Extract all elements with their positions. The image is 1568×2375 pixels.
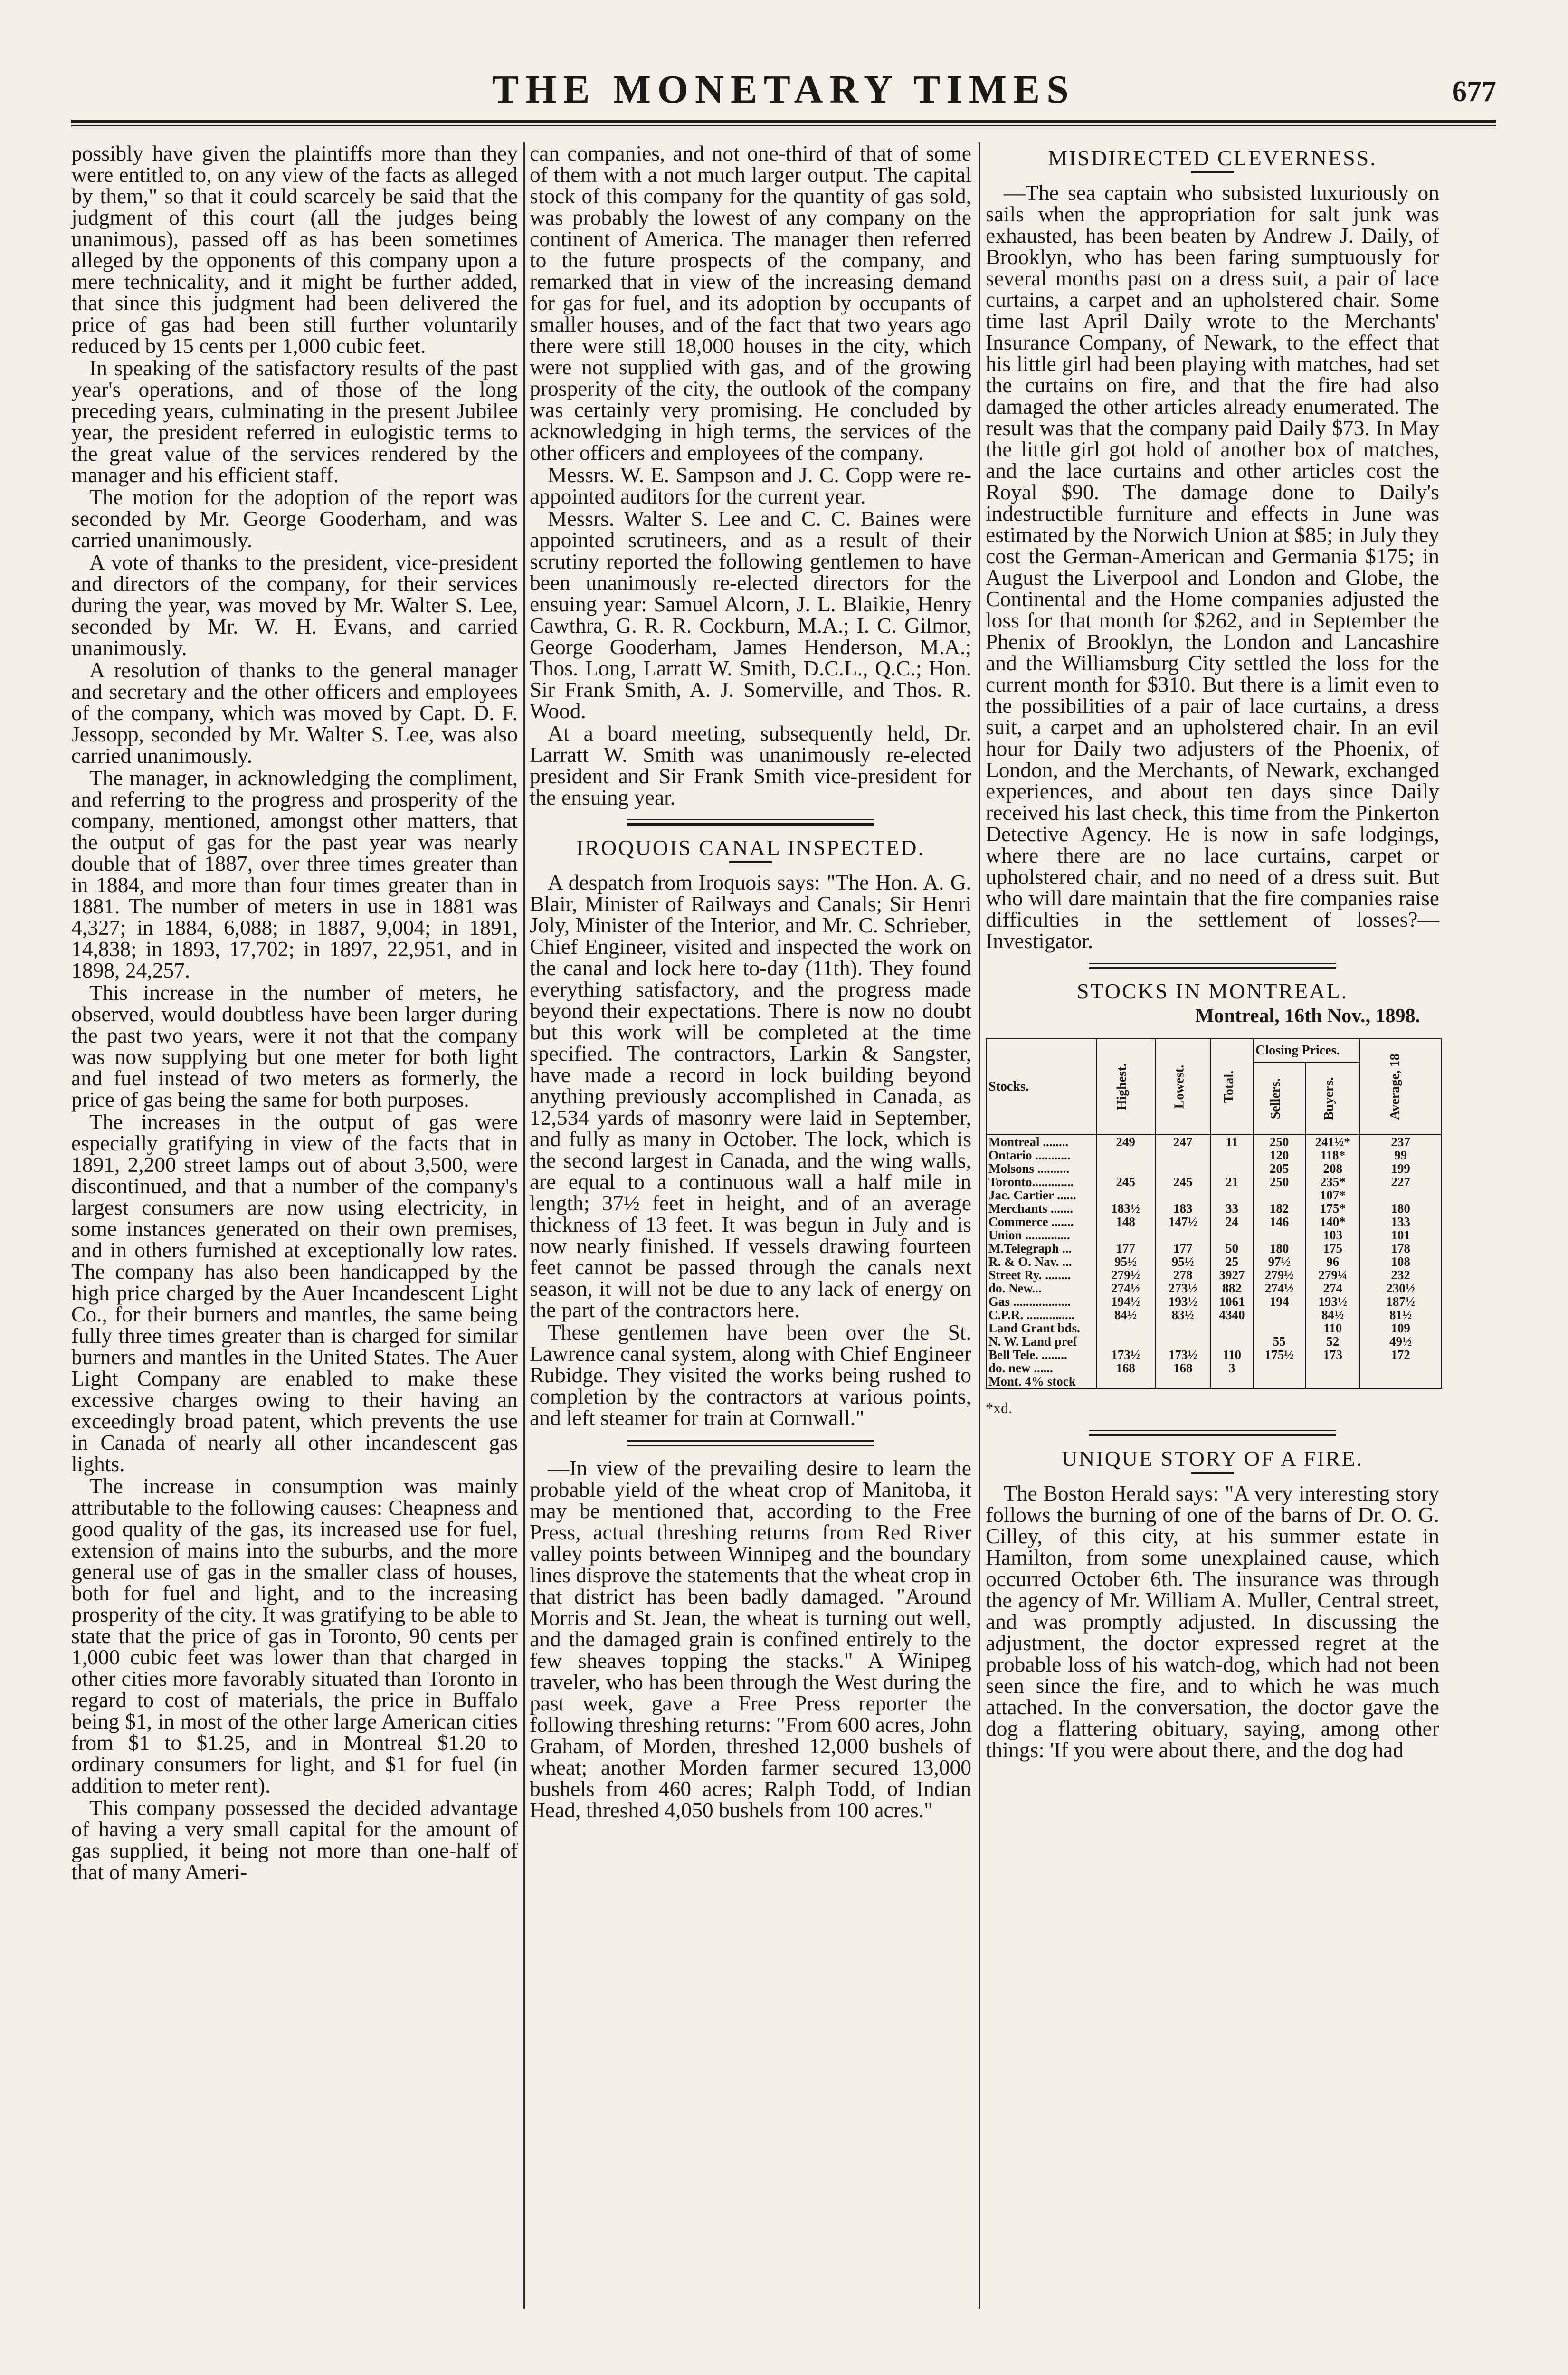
stock-name-cell: Toronto.............: [986, 1175, 1096, 1188]
col1-paragraph: The increases in the output of gas were especially gratifying in view of the facts that in 1891, 2,200 street lamps out of about 3,500, were discontinued, and that a number of the company's largest consumers are now using electricity, in some instances generated on their own premises, and in others furnished at exceptionally low rates. The company has also been handicapped by the high price charged by the Auer Incandescent Light Co., for their burners and mantles, the same being fully three times greater than is charged for similar burners and mantles in the United States. The Auer Light Company are enabled to make these excessive charges owing to their having an exceedingly broad patent, which prevents the use in Canada of nearly all other incandescent gas lights.: [71, 1110, 518, 1476]
stock-value-cell: 182: [1253, 1202, 1305, 1215]
stock-name-cell: Commerce .......: [986, 1215, 1096, 1228]
column-header-average: Average, 18: [1360, 1039, 1441, 1135]
stock-value-cell: 274: [1305, 1282, 1360, 1295]
article-separator: [1089, 963, 1336, 969]
stock-value-cell: 178: [1360, 1242, 1441, 1255]
col2-paragraph: Messrs. Walter S. Lee and C. C. Baines were appointed scrutineers, and as a result of their scrutiny reported the following gentlemen to have been unanimously re-elected directors for the ensuing year: Samuel Alcorn, J. L. Blaikie, Henry Cawthra, G. R. R. Cockburn, M.A.; I. C. Gilmor, George Gooderham, James Henderson, M.A.; Thos. Long, Larratt W. Smith, D.C.L., Q.C.; Hon. Sir Frank Smith, A. J. Somerville, and Thos. R. Wood.: [530, 506, 971, 723]
stocks-table: [986, 1038, 1442, 1389]
stock-value-cell: [1155, 1188, 1211, 1202]
stock-row: [986, 1162, 1441, 1175]
stock-value-cell: [1155, 1375, 1211, 1388]
stock-value-cell: 249: [1096, 1135, 1155, 1149]
col1-paragraph: possibly have given the plaintiffs more than they were entitled to, on any view of the facts as alleged by them," so that it could scarcely be said that the judgment of this court (all the judges being unanimous), passed off as has been sometimes alleged by the opponents of this company upon a mere technicality, and it might be further added, that since this judgment had been delivered the price of gas had been still further voluntarily reduced by 15 cents per 1,000 cubic feet.: [71, 141, 518, 358]
stock-value-cell: [1253, 1321, 1305, 1335]
stock-value-cell: 84½: [1305, 1308, 1360, 1321]
stock-name-cell: do. New...: [986, 1282, 1096, 1295]
stocks-footnote: *xd.: [986, 1399, 1012, 1416]
stocks-dateline: Montreal, 16th Nov., 1898.: [1195, 1005, 1420, 1027]
stock-value-cell: [1155, 1321, 1211, 1335]
article-separator: [627, 1440, 874, 1446]
stock-value-cell: 173: [1305, 1348, 1360, 1361]
col1-paragraph: A vote of thanks to the president, vice-president and directors of the company, for their services during the year, was moved by Mr. Walter S. Lee, seconded by Mr. W. H. Evans, and carried unanimously.: [71, 550, 518, 660]
stock-value-cell: 194½: [1096, 1295, 1155, 1308]
stock-value-cell: 193½: [1155, 1295, 1211, 1308]
column-1: [71, 142, 518, 1883]
stock-value-cell: 101: [1360, 1228, 1441, 1242]
stock-row: [986, 1149, 1441, 1162]
stock-value-cell: [1253, 1308, 1305, 1321]
stock-value-cell: 279½: [1253, 1268, 1305, 1282]
closing-prices-header: Closing Prices.: [1253, 1039, 1360, 1063]
stock-value-cell: 103: [1305, 1228, 1360, 1242]
stock-row: [986, 1202, 1441, 1215]
stock-value-cell: 21: [1211, 1175, 1253, 1188]
stock-value-cell: 193½: [1305, 1295, 1360, 1308]
col1-paragraph: The motion for the adoption of the report was seconded by Mr. George Gooderham, and was carried unanimously.: [71, 485, 518, 552]
stock-value-cell: 81½: [1360, 1308, 1441, 1321]
stock-value-cell: 245: [1155, 1175, 1211, 1188]
stock-value-cell: 279¼: [1305, 1268, 1360, 1282]
col1-paragraph: In speaking of the satisfactory results of the past year's operations, and of those of the long preceding years, culminating in the present Jubilee year, the president referred in eulogistic terms to the great value of the services rendered by the manager and his efficient staff.: [71, 356, 518, 487]
stock-value-cell: 274½: [1096, 1282, 1155, 1295]
unique-heading: UNIQUE STORY OF A FIRE.: [1061, 1446, 1364, 1471]
masthead-title: THE MONETARY TIMES: [492, 67, 1075, 112]
stock-value-cell: [1211, 1335, 1253, 1348]
column-header-total: Total.: [1211, 1039, 1253, 1135]
stock-value-cell: [1096, 1162, 1155, 1175]
stock-value-cell: 33: [1211, 1202, 1253, 1215]
stock-value-cell: 168: [1155, 1361, 1211, 1375]
page-number: 677: [1452, 76, 1496, 108]
stock-value-cell: 110: [1211, 1348, 1253, 1361]
stock-value-cell: 109: [1360, 1321, 1441, 1335]
iroquois-paragraph: These gentlemen have been over the St. Lawrence canal system, along with Chief Engineer Rubidge. They visited the works being rushed to completion by the contractors at various points, and left steamer for train at Cornwall.": [530, 1320, 971, 1430]
stock-row: [986, 1268, 1441, 1282]
stock-value-cell: [1096, 1321, 1155, 1335]
column-3: [986, 142, 1439, 1761]
stock-row: [986, 1348, 1441, 1361]
stock-value-cell: [1155, 1149, 1211, 1162]
stock-row: [986, 1242, 1441, 1255]
stock-value-cell: 274½: [1253, 1282, 1305, 1295]
col1-paragraph: This company possessed the decided advantage of having a very small capital for the amount of gas supplied, it being not more than one-half of that of many Ameri-: [71, 1796, 518, 1884]
stock-value-cell: [1211, 1228, 1253, 1242]
stock-value-cell: 241½*: [1305, 1135, 1360, 1149]
stock-value-cell: 235*: [1305, 1175, 1360, 1188]
article-separator: [1089, 1430, 1336, 1436]
stock-value-cell: [1155, 1335, 1211, 1348]
stock-value-cell: 50: [1211, 1242, 1253, 1255]
stock-value-cell: 146: [1253, 1215, 1305, 1228]
col2-paragraph: can companies, and not one-third of that of some of them with a not much larger output. The capital stock of this company for the quantity of gas sold, was probably the lowest of any company on the continent of America. The manager then referred to the future prospects of the company, and remarked that in view of the increasing demand for gas for fuel, and its adoption by occupants of smaller houses, and of the fact that two years ago there were still 18,000 houses in the city, which were not supplied with gas, and of the growing prosperity of the city, the outlook of the company was certainly very promising. He concluded by acknowledging in high terms, the services of the other officers and employees of the company.: [530, 141, 971, 465]
stock-name-cell: Gas ..................: [986, 1295, 1096, 1308]
stock-value-cell: 183½: [1096, 1202, 1155, 1215]
stock-value-cell: 120: [1253, 1149, 1305, 1162]
stock-value-cell: 95½: [1155, 1255, 1211, 1268]
stock-value-cell: 1061: [1211, 1295, 1253, 1308]
col2-paragraph: Messrs. W. E. Sampson and J. C. Copp were re-appointed auditors for the current year.: [530, 463, 971, 508]
column-divider: [523, 142, 525, 2308]
stock-value-cell: [1253, 1361, 1305, 1375]
stock-value-cell: 3: [1211, 1361, 1253, 1375]
column-divider: [979, 142, 980, 2308]
stock-name-cell: R. & O. Nav. ...: [986, 1255, 1096, 1268]
stock-value-cell: [1155, 1162, 1211, 1175]
stock-row: [986, 1335, 1441, 1348]
stock-value-cell: 245: [1096, 1175, 1155, 1188]
stock-row: [986, 1308, 1441, 1321]
stock-value-cell: 175*: [1305, 1202, 1360, 1215]
stock-value-cell: 52: [1305, 1335, 1360, 1348]
stock-value-cell: 140*: [1305, 1215, 1360, 1228]
stock-value-cell: 55: [1253, 1335, 1305, 1348]
stock-value-cell: 173½: [1155, 1348, 1211, 1361]
stock-value-cell: 199: [1360, 1162, 1441, 1175]
stock-value-cell: [1096, 1375, 1155, 1388]
stock-value-cell: 250: [1253, 1175, 1305, 1188]
stock-name-cell: Bell Tele. ........: [986, 1348, 1096, 1361]
column-2: [530, 142, 971, 1822]
stock-value-cell: 84½: [1096, 1308, 1155, 1321]
stock-value-cell: 3927: [1211, 1268, 1253, 1282]
stock-value-cell: [1211, 1188, 1253, 1202]
header-rule-thin: [71, 125, 1496, 126]
stock-value-cell: [1096, 1149, 1155, 1162]
iroquois-heading: IROQUOIS CANAL INSPECTED.: [576, 836, 925, 860]
stock-value-cell: [1211, 1149, 1253, 1162]
stock-value-cell: 177: [1155, 1242, 1211, 1255]
stock-value-cell: 237: [1360, 1135, 1441, 1149]
stock-value-cell: 230½: [1360, 1282, 1441, 1295]
stock-value-cell: [1155, 1228, 1211, 1242]
unique-paragraph: The Boston Herald says: "A very interesting story follows the burning of one of the barns of Dr. O. G. Cilley, of this city, at his summer estate in Hamilton, from some unexplained cause, which occurred October 6th. The insurance was through the agency of Mr. William A. Muller, Central street, and was promptly adjusted. In discussing the adjustment, the doctor expressed regret at the probable loss of his watch-dog, which had not been seen since the fire, and to which he was much attached. In the conversation, the doctor gave the dog a flattering obituary, saying, among other things: 'If you were about there, and the dog had: [986, 1481, 1439, 1762]
stock-value-cell: 177: [1096, 1242, 1155, 1255]
stock-value-cell: 49½: [1360, 1335, 1441, 1348]
stock-value-cell: 24: [1211, 1215, 1253, 1228]
col1-paragraph: This increase in the number of meters, he observed, would doubtless have been larger during the past two years, were it not that the company was now supplying but one meter for both light and fuel instead of two meters as formerly, the price of gas being the same for both purposes.: [71, 980, 518, 1112]
stock-row: [986, 1175, 1441, 1188]
stock-name-cell: Street Ry. ........: [986, 1268, 1096, 1282]
stock-name-cell: Merchants .......: [986, 1202, 1096, 1215]
stock-value-cell: [1096, 1188, 1155, 1202]
stock-value-cell: 205: [1253, 1162, 1305, 1175]
stock-value-cell: 148: [1096, 1215, 1155, 1228]
stock-value-cell: [1253, 1228, 1305, 1242]
stock-row: [986, 1295, 1441, 1308]
stock-row: [986, 1255, 1441, 1268]
stock-value-cell: 107*: [1305, 1188, 1360, 1202]
stock-value-cell: 83½: [1155, 1308, 1211, 1321]
col1-paragraph: The increase in consumption was mainly attributable to the following causes: Cheapness and good quality of the gas, its increased use for fuel, extension of mains into the suburbs, and the more general use of gas in the smaller class of houses, both for fuel and light, and to the increasing prosperity of the city. It was gratifying to be able to state that the price of gas in Toronto, 90 cents per 1,000 cubic feet was lower than that charged in other cities more favorably situated than Toronto in regard to cost of materials, the price in Buffalo being $1, in most of the other large American cities from $1 to $1.25, and in Montreal $1.20 to ordinary consumers for light, and $1 for fuel (in addition to meter rent).: [71, 1474, 518, 1797]
stock-value-cell: [1305, 1361, 1360, 1375]
stock-value-cell: 175½: [1253, 1348, 1305, 1361]
stock-value-cell: 168: [1096, 1361, 1155, 1375]
stock-row: [986, 1282, 1441, 1295]
stock-value-cell: [1305, 1375, 1360, 1388]
stock-value-cell: 96: [1305, 1255, 1360, 1268]
stock-value-cell: 95½: [1096, 1255, 1155, 1268]
heading-rule: [729, 861, 772, 863]
stock-value-cell: 110: [1305, 1321, 1360, 1335]
stock-value-cell: [1211, 1321, 1253, 1335]
stock-value-cell: [1096, 1228, 1155, 1242]
stock-value-cell: [1253, 1375, 1305, 1388]
stock-value-cell: 25: [1211, 1255, 1253, 1268]
stock-row: [986, 1361, 1441, 1375]
misdirected-paragraph: —The sea captain who subsisted luxuriously on sails when the appropriation for salt junk was exhausted, has been beaten by Andrew J. Daily, of Brooklyn, who has been faring sumptuously for several months past on a dress suit, a pair of lace curtains, a carpet and an upholstered chair. Some time last April Daily wrote to the Merchants' Insurance Company, of Newark, to the effect that his little girl had been playing with matches, had set the curtains on fire, and that the fire had also damaged the other articles already enumerated. The result was that the company paid Daily $73. In May the little girl got hold of another box of matches, and the lace curtains and other articles cost the Royal $90. The damage done to Daily's indestructible furniture and effects in June was estimated by the Norwich Union at $85; in July they cost the German-American and Germania $175; in August the Liverpool and London and Globe, the Continental and the Home companies adjusted the loss for that month for $262, and in September the Phenix of Brooklyn, the London and Lancashire and the Williamsburg City settled the loss for the current month for $310. But there is a limit even to the possibilities of a pair of lace curtains, a dress suit, a carpet and an upholstered chair. In an evil hour for Daily two adjusters of the Phoenix, of London, and the Merchants, of Newark, exchanged experiences, and about ten days since Daily received his last check, this time from the Pinkerton Detective Agency. He is now in safe lodgings, where there are no lace curtains, carpet or upholstered chair, and no need of a dress suit. But who will dare maintain that the fire companies raise difficulties in the settlement of losses?—Investigator.: [986, 180, 1439, 953]
header-rule: [71, 120, 1496, 123]
stock-value-cell: 11: [1211, 1135, 1253, 1149]
stock-value-cell: 183: [1155, 1202, 1211, 1215]
col1-paragraph: The manager, in acknowledging the compliment, and referring to the progress and prosperity of the company, mentioned, amongst other matters, that the output of gas for the past year was nearly double that of 1887, over three times greater than in 1884, and more than four times greater than in 1881. The number of meters in use in 1881 was 4,327; in 1884, 6,088; in 1887, 9,004; in 1891, 14,838; in 1893, 17,702; in 1897, 22,951, and in 1898, 24,257.: [71, 766, 518, 982]
col1-paragraph: A resolution of thanks to the general manager and secretary and the other officers and employees of the company, which was moved by Capt. D. F. Jessopp, seconded by Mr. Walter S. Lee, was also carried unanimously.: [71, 658, 518, 768]
stock-name-cell: Jac. Cartier ......: [986, 1188, 1096, 1202]
stock-value-cell: 180: [1253, 1242, 1305, 1255]
stock-row: [986, 1375, 1441, 1388]
stock-value-cell: [1360, 1375, 1441, 1388]
stock-row: [986, 1321, 1441, 1335]
column-header-highest: Highest.: [1096, 1039, 1155, 1135]
stock-value-cell: 175: [1305, 1242, 1360, 1255]
stocks-column-header: Stocks.: [986, 1039, 1096, 1135]
column-header-lowest: Lowest.: [1155, 1039, 1211, 1135]
stock-value-cell: 882: [1211, 1282, 1253, 1295]
page-header: [71, 66, 1496, 133]
stocks-section: [986, 980, 1439, 1419]
stock-value-cell: 173½: [1096, 1348, 1155, 1361]
stock-value-cell: [1253, 1188, 1305, 1202]
stock-name-cell: Montreal ........: [986, 1135, 1096, 1149]
stock-name-cell: Ontario ...........: [986, 1149, 1096, 1162]
stock-value-cell: 227: [1360, 1175, 1441, 1188]
stock-value-cell: [1211, 1375, 1253, 1388]
stock-value-cell: 232: [1360, 1268, 1441, 1282]
stock-row: [986, 1228, 1441, 1242]
stock-value-cell: [1360, 1361, 1441, 1375]
stock-name-cell: Union ..............: [986, 1228, 1096, 1242]
stock-row: [986, 1215, 1441, 1228]
stock-value-cell: 147½: [1155, 1215, 1211, 1228]
heading-rule: [1191, 1472, 1234, 1474]
article-separator: [627, 819, 874, 826]
stock-value-cell: 194: [1253, 1295, 1305, 1308]
misdirected-heading: MISDIRECTED CLEVERNESS.: [1048, 146, 1377, 170]
stock-value-cell: [1211, 1162, 1253, 1175]
stock-value-cell: [1360, 1188, 1441, 1202]
stock-name-cell: Molsons ..........: [986, 1162, 1096, 1175]
column-header-sellers: Sellers.: [1253, 1063, 1305, 1135]
stock-value-cell: 278: [1155, 1268, 1211, 1282]
stock-value-cell: 208: [1305, 1162, 1360, 1175]
stock-name-cell: M.Telegraph ...: [986, 1242, 1096, 1255]
stock-value-cell: [1096, 1335, 1155, 1348]
stock-value-cell: 99: [1360, 1149, 1441, 1162]
stock-value-cell: 187½: [1360, 1295, 1441, 1308]
stock-value-cell: 172: [1360, 1348, 1441, 1361]
stock-name-cell: Land Grant bds.: [986, 1321, 1096, 1335]
stock-value-cell: 118*: [1305, 1149, 1360, 1162]
stock-name-cell: N. W. Land pref: [986, 1335, 1096, 1348]
stock-row: [986, 1188, 1441, 1202]
stocks-heading: STOCKS IN MONTREAL.: [1076, 979, 1349, 1003]
col2-paragraph: At a board meeting, subsequently held, Dr. Larratt W. Smith was unanimously re-elected president and Sir Frank Smith vice-president for the ensuing year.: [530, 721, 971, 809]
iroquois-paragraph: A despatch from Iroquois says: "The Hon. A. G. Blair, Minister of Railways and Canals; Sir Henri Joly, Minister of the Interior, and Mr. C. Schrieber, Chief Engineer, visited and inspected the work on the canal and lock here to-day (11th). They found everything satisfactory, and the progress made beyond their expectations. There is now no doubt but this work will be completed at the time specified. The contractors, Larkin & Sangster, have made a record in lock building beyond anything previously accomplished in Canada, as 12,534 yards of masonry were laid in September, and fully as many in October. The lock, which is the second largest in Canada, and the wing walls, are equal to a continuous wall a half mile in length; 37½ feet in height, and of an average thickness of 13 feet. It was begun in July and is now nearly finished. If vessels drawing fourteen feet cannot be passed through the canals next season, it will not be due to any lack of energy on the part of the contractors here.: [530, 870, 971, 1322]
stock-value-cell: 108: [1360, 1255, 1441, 1268]
stock-value-cell: 273½: [1155, 1282, 1211, 1295]
column-header-buyers: Buyers.: [1305, 1063, 1360, 1135]
stock-value-cell: 279½: [1096, 1268, 1155, 1282]
stock-value-cell: 247: [1155, 1135, 1211, 1149]
stock-value-cell: 97½: [1253, 1255, 1305, 1268]
stock-value-cell: 133: [1360, 1215, 1441, 1228]
stock-name-cell: Mont. 4% stock: [986, 1375, 1096, 1388]
stock-value-cell: 4340: [1211, 1308, 1253, 1321]
heading-rule: [1191, 171, 1234, 173]
stock-name-cell: do. new ......: [986, 1361, 1096, 1375]
stock-row: [986, 1135, 1441, 1149]
stock-value-cell: 250: [1253, 1135, 1305, 1149]
stock-name-cell: C.P.R. ...............: [986, 1308, 1096, 1321]
stock-value-cell: 180: [1360, 1202, 1441, 1215]
wheat-paragraph: —In view of the prevailing desire to learn the probable yield of the wheat crop of Manitoba, it may be mentioned that, according to the Free Press, actual threshing returns from Red River valley points between Winnipeg and the boundary lines disprove the statements that the wheat crop in that district has been badly damaged. "Around Morris and St. Jean, the wheat is turning out well, and the damaged grain is confined entirely to the few sheaves topping the stacks." A Winipeg traveler, who has been through the West during the past week, gave a Free Press reporter the following threshing returns: "From 600 acres, John Graham, of Morden, threshed 12,000 bushels of wheat; another Morden farmer secured 13,000 bushels from 460 acres; Ralph Todd, of Indian Head, threshed 4,050 bushels from 100 acres.": [530, 1456, 971, 1822]
stocks-table-body: [986, 1135, 1441, 1388]
